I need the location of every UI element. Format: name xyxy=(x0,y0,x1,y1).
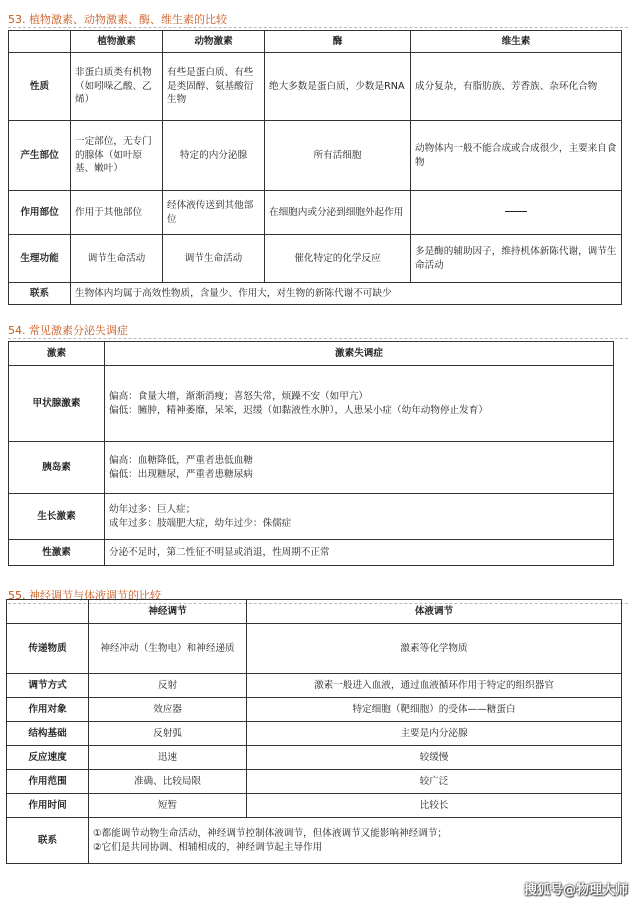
table-cell: 非蛋白质类有机物（如吲哚乙酸、乙烯） xyxy=(71,53,163,121)
table-row xyxy=(9,191,622,235)
cell-line: 偏高：食量大增，渐渐消瘦；喜怒失常，烦躁不安（如甲亢） xyxy=(109,390,369,402)
table-cell xyxy=(105,442,614,494)
header-corner xyxy=(7,600,89,624)
header-plant-hormone: 植物激素 xyxy=(71,31,163,53)
table-row xyxy=(7,770,622,794)
row-label: 联系 xyxy=(9,283,71,305)
table-cell: 反射弧 xyxy=(89,722,247,746)
cell-line: 幼年过多：巨人症； xyxy=(109,503,196,515)
table-cell: 激素一般进入血液，通过血液循环作用于特定的组织器官 xyxy=(247,674,622,698)
table-cell: 在细胞内或分泌到细胞外起作用 xyxy=(265,191,411,235)
table-row xyxy=(9,235,622,283)
row-label: 性质 xyxy=(9,53,71,121)
table-cell: 迅速 xyxy=(89,746,247,770)
table-cell xyxy=(105,366,614,442)
table-row xyxy=(7,746,622,770)
header-animal-hormone: 动物激素 xyxy=(163,31,265,53)
cell-line: ②它们是共同协调、相辅相成的，神经调节起主导作用 xyxy=(93,841,323,853)
row-label: 产生部位 xyxy=(9,121,71,191)
table-row xyxy=(9,283,622,305)
row-label: 作用部位 xyxy=(9,191,71,235)
table-row xyxy=(7,624,622,674)
table-cell: 效应器 xyxy=(89,698,247,722)
cell-line: 成年过多：肢端肥大症，幼年过少：侏儒症 xyxy=(109,517,292,529)
row-label: 联系 xyxy=(7,818,89,864)
cell-line: 分泌不足时，第二性征不明显或消退，性周期不正常 xyxy=(109,546,330,558)
cell-line: 偏低：臃肿，精神萎靡，呆笨，迟缓（如黏液性水肿），人患呆小症（幼年动物停止发育） xyxy=(109,404,488,416)
table-cell: 反射 xyxy=(89,674,247,698)
table-cell: 特定的内分泌腺 xyxy=(163,121,265,191)
table-cell: 经体液传送到其他部位 xyxy=(163,191,265,235)
hormone-disorder-table xyxy=(8,341,614,566)
header-hormone: 激素 xyxy=(9,342,105,366)
table-row xyxy=(7,722,622,746)
hormone-comparison-table xyxy=(8,30,622,305)
section2-title: 54. 常见激素分泌失调症 xyxy=(8,324,128,337)
regulation-comparison-table xyxy=(6,599,622,864)
table-cell: 作用于其他部位 xyxy=(71,191,163,235)
header-humoral-regulation: 体液调节 xyxy=(247,600,622,624)
row-label: 结构基础 xyxy=(7,722,89,746)
row-label: 作用范围 xyxy=(7,770,89,794)
table-cell: 较缓慢 xyxy=(247,746,622,770)
cell-line: 偏高：血糖降低，严重者患低血糖 xyxy=(109,454,253,466)
table-cell: 较广泛 xyxy=(247,770,622,794)
section3-title: 55. 神经调节与体液调节的比较 xyxy=(8,589,161,602)
row-label: 生长激素 xyxy=(9,494,105,540)
table-cell: 比较长 xyxy=(247,794,622,818)
table-cell: 动物体内一般不能合成或合成很少，主要来自食物 xyxy=(411,121,622,191)
table-row xyxy=(7,794,622,818)
table-header-row xyxy=(9,31,622,53)
table-cell: 短暂 xyxy=(89,794,247,818)
table-cell: 催化特定的化学反应 xyxy=(265,235,411,283)
row-label: 甲状腺激素 xyxy=(9,366,105,442)
table-row xyxy=(9,53,622,121)
row-label: 胰岛素 xyxy=(9,442,105,494)
table-row xyxy=(9,494,614,540)
table-cell: 有些是蛋白质、有些是类固醇、氨基酸衍生物 xyxy=(163,53,265,121)
header-disorder: 激素失调症 xyxy=(105,342,614,366)
header-corner xyxy=(9,31,71,53)
dash-mark xyxy=(505,211,527,212)
table-cell: 所有活细胞 xyxy=(265,121,411,191)
row-label: 生理功能 xyxy=(9,235,71,283)
empty-dash-cell xyxy=(411,191,622,235)
table-row xyxy=(9,366,614,442)
section1-divider xyxy=(8,27,628,28)
table-row xyxy=(9,442,614,494)
table-cell: 成分复杂，有脂肪族、芳香族、杂环化合物 xyxy=(411,53,622,121)
table-cell: 主要是内分泌腺 xyxy=(247,722,622,746)
table-cell: 绝大多数是蛋白质，少数是RNA xyxy=(265,53,411,121)
table-cell: 准确、比较局限 xyxy=(89,770,247,794)
row-label: 调节方式 xyxy=(7,674,89,698)
table-header-row xyxy=(7,600,622,624)
cell-line: ①都能调节动物生命活动，神经调节控制体液调节，但体液调节又能影响神经调节； xyxy=(93,827,447,839)
row-label: 作用时间 xyxy=(7,794,89,818)
table-cell xyxy=(105,494,614,540)
header-nervous-regulation: 神经调节 xyxy=(89,600,247,624)
table-cell: 多是酶的辅助因子，维持机体新陈代谢，调节生命活动 xyxy=(411,235,622,283)
link-cell xyxy=(89,818,622,864)
row-label: 作用对象 xyxy=(7,698,89,722)
table-cell: 特定细胞（靶细胞）的受体——糖蛋白 xyxy=(247,698,622,722)
row-label: 性激素 xyxy=(9,540,105,566)
table-cell: 调节生命活动 xyxy=(163,235,265,283)
cell-line: 偏低：出现糖尿，严重者患糖尿病 xyxy=(109,468,253,480)
table-cell: 神经冲动（生物电）和神经递质 xyxy=(89,624,247,674)
link-cell: 生物体内均属于高效性物质，含量少、作用大，对生物的新陈代谢不可缺少 xyxy=(71,283,622,305)
table-cell: 调节生命活动 xyxy=(71,235,163,283)
table-header-row xyxy=(9,342,614,366)
table-cell xyxy=(105,540,614,566)
table-row xyxy=(9,121,622,191)
section1-title: 53. 植物激素、动物激素、酶、维生素的比较 xyxy=(8,13,227,26)
table-cell: 一定部位，无专门的腺体（如叶原基、嫩叶） xyxy=(71,121,163,191)
table-row xyxy=(7,698,622,722)
table-row xyxy=(7,818,622,864)
table-row xyxy=(7,674,622,698)
header-vitamin: 维生素 xyxy=(411,31,622,53)
watermark: 搜狐号@物理大师 xyxy=(523,883,628,898)
row-label: 传递物质 xyxy=(7,624,89,674)
table-cell: 激素等化学物质 xyxy=(247,624,622,674)
header-enzyme: 酶 xyxy=(265,31,411,53)
section2-divider xyxy=(8,338,628,339)
table-row xyxy=(9,540,614,566)
row-label: 反应速度 xyxy=(7,746,89,770)
